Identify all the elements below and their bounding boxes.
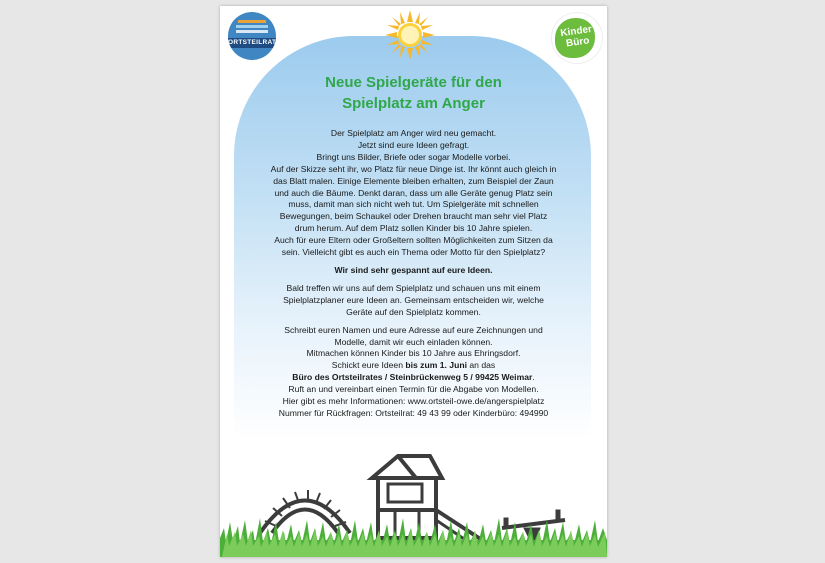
- playground-illustration: [220, 448, 607, 557]
- flyer-title: [250, 72, 577, 114]
- highlight-text: Wir sind sehr gespannt auf eure Ideen.: [334, 264, 493, 275]
- submit-line: Schreibt euren Namen und eure Adresse auf eure Zeichnungen und: [284, 324, 543, 335]
- intro-line: das Blatt malen. Einige Elemente bleiben erhalten, zum Beispiel der Zaun: [273, 175, 554, 186]
- meeting-line: Spielplatzplaner eure Ideen an. Gemeinsam entscheiden wir, welche: [283, 294, 544, 305]
- intro-line: Auch für eure Eltern oder Großeltern sollten Möglichkeiten zum Sitzen da: [274, 235, 553, 246]
- contact-line: Hier gibt es mehr Informationen: www.ortsteil-owe.de/angerspielplatz: [282, 396, 545, 407]
- submit-line: Modelle, damit wir euch einladen können.: [334, 336, 493, 347]
- submit-paragraph: [248, 325, 579, 420]
- contact-line: Nummer für Rückfragen: Ortsteilrat: 49 43 99 oder Kinderbüro: 494990: [278, 407, 549, 418]
- intro-line: Bewegungen, beim Schaukel oder Drehen braucht man sehr viel Platz: [279, 211, 548, 222]
- intro-paragraph: [248, 128, 579, 259]
- deadline-line: Schickt eure Ideen bis zum 1. Juni an das: [331, 360, 496, 371]
- ortsteilrat-logo: [228, 12, 276, 60]
- title-line-2: Spielplatz am Anger: [342, 95, 485, 112]
- intro-line: drum herum. Auf dem Platz sollen Kinder bis 10 Jahre spielen.: [294, 223, 533, 234]
- meeting-line: Bald treffen wir uns auf dem Spielplatz und schauen uns mit einem: [286, 282, 541, 293]
- intro-line: sein. Vielleicht gibt es auch ein Thema oder Motto für den Spielplatz?: [281, 247, 546, 258]
- contact-line: Ruft an und vereinbart einen Termin für die Abgabe von Modellen.: [288, 384, 539, 395]
- ortsteilrat-logo-label: ORTSTEILRAT: [228, 39, 276, 46]
- intro-line: und auch die Bäume. Denkt daran, dass um alle Geräte genug Platz sein: [274, 187, 553, 198]
- flyer-page: [220, 6, 607, 557]
- kinderbuero-logo-label: Kinder Büro: [559, 23, 593, 50]
- meeting-paragraph: [248, 283, 579, 319]
- sun-icon: [385, 10, 435, 60]
- intro-line: Der Spielplatz am Anger wird neu gemacht.: [330, 128, 497, 138]
- flyer-body: [248, 128, 579, 420]
- address-line: Büro des Ortsteilrates / Steinbrückenweg 5 / 99425 Weimar.: [292, 372, 535, 383]
- kinderbuero-logo: [551, 12, 603, 64]
- intro-line: muss, damit man sich nicht weh tut. Um Spielgeräte mit schnellen: [288, 199, 539, 210]
- meeting-line: Geräte auf den Spielplatz kommen.: [346, 306, 481, 317]
- intro-line: Bringt uns Bilder, Briefe oder sogar Modelle vorbei.: [316, 151, 511, 162]
- intro-line: Jetzt sind eure Ideen gefragt.: [357, 139, 470, 150]
- intro-line: Auf der Skizze seht ihr, wo Platz für neue Dinge ist. Ihr könnt auch gleich in: [270, 163, 557, 174]
- submit-line: Mitmachen können Kinder bis 10 Jahre aus Ehringsdorf.: [306, 348, 521, 359]
- title-line-1: Neue Spielgeräte für den: [325, 74, 502, 91]
- arch-climber-icon: [260, 490, 350, 533]
